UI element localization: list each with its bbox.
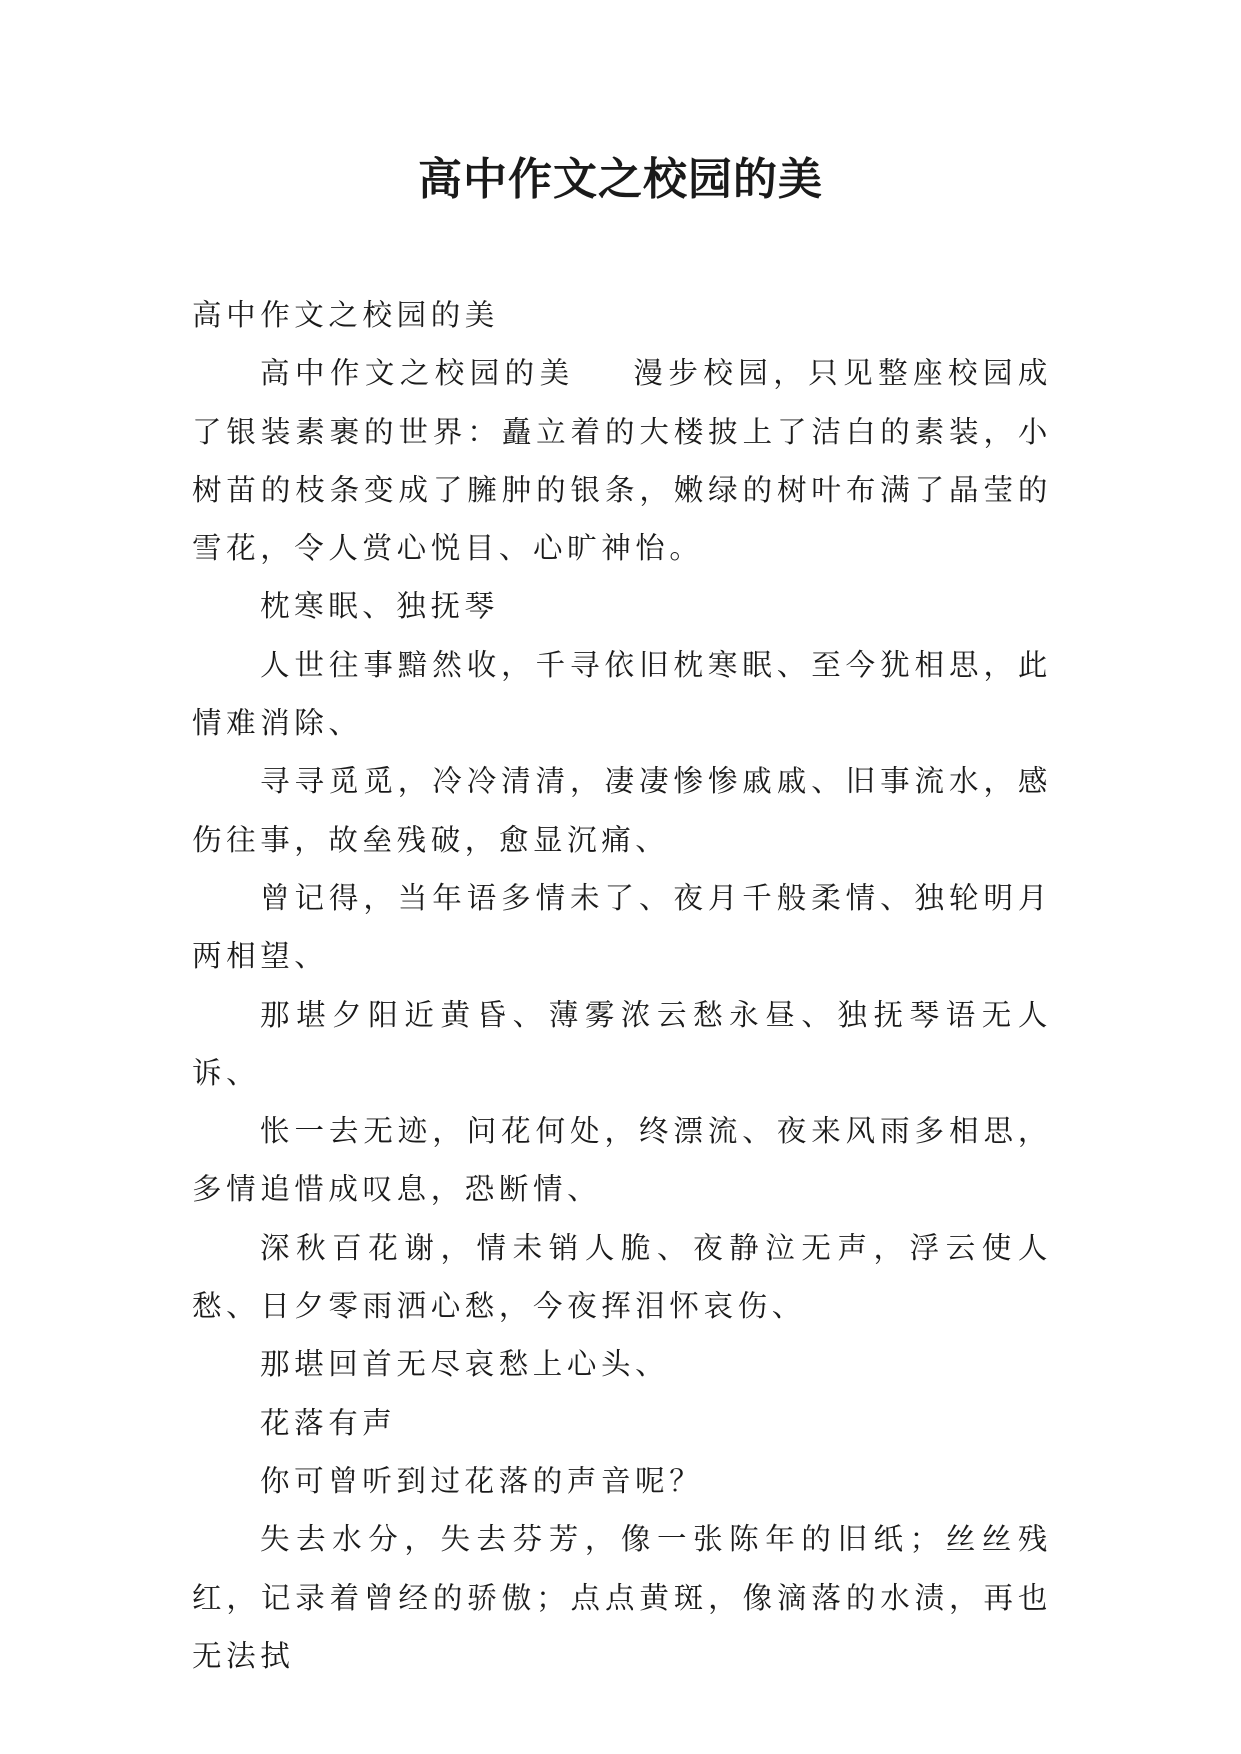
paragraph: 人世往事黯然收，千寻依旧枕寒眠、至今犹相思，此情难消除、 — [192, 647, 1052, 741]
paragraph: 深秋百花谢，情未销人脆、夜静泣无声，浮云使人愁、日夕零雨洒心愁，今夜挥泪怀哀伤、 — [192, 1230, 1052, 1324]
paragraph: 寻寻觅觅，冷冷清清，凄凄惨惨戚戚、旧事流水，感伤往事，故垒残破，愈显沉痛、 — [192, 764, 1052, 857]
paragraph-lead: 高中作文之校园的美 — [260, 356, 575, 391]
paragraph-body: 漫步校园，只见整座校园成了银装素裹的世界：矗立着的大楼披上了洁白的素装，小树苗的枝条变成了臃肿的银条，嫩绿的树叶布满了晶莹的雪花，令人赏心悦目、心旷神怡。 — [192, 356, 1053, 566]
paragraph: 怅一去无迹，问花何处，终漂流、夜来风雨多相思，多情追惜成叹息，恐断情、 — [192, 1114, 1052, 1207]
paragraph-subtitle: 高中作文之校园的美 — [192, 298, 499, 332]
paragraph: 那堪夕阳近黄昏、薄雾浓云愁永昼、独抚琴语无人诉、 — [192, 997, 1052, 1090]
paragraph: 那堪回首无尽哀愁上心头、 — [260, 1347, 670, 1382]
paragraph: 失去水分，失去芬芳，像一张陈年的旧纸；丝丝残红，记录着曾经的骄傲；点点黄斑，像滴落的水渍，再也无法拭 — [192, 1522, 1052, 1673]
paragraph-intro — [192, 344, 1052, 577]
paragraph-heading-pillow: 枕寒眠、独抚琴 — [260, 589, 499, 624]
paragraph: 你可曾听到过花落的声音呢？ — [260, 1463, 704, 1498]
document-title: 高中作文之校园的美 — [418, 154, 823, 205]
paragraph: 曾记得，当年语多情未了、夜月千般柔情、独轮明月两相望、 — [192, 880, 1052, 974]
document-body — [192, 286, 1052, 1685]
paragraph-heading-flower: 花落有声 — [260, 1405, 397, 1440]
